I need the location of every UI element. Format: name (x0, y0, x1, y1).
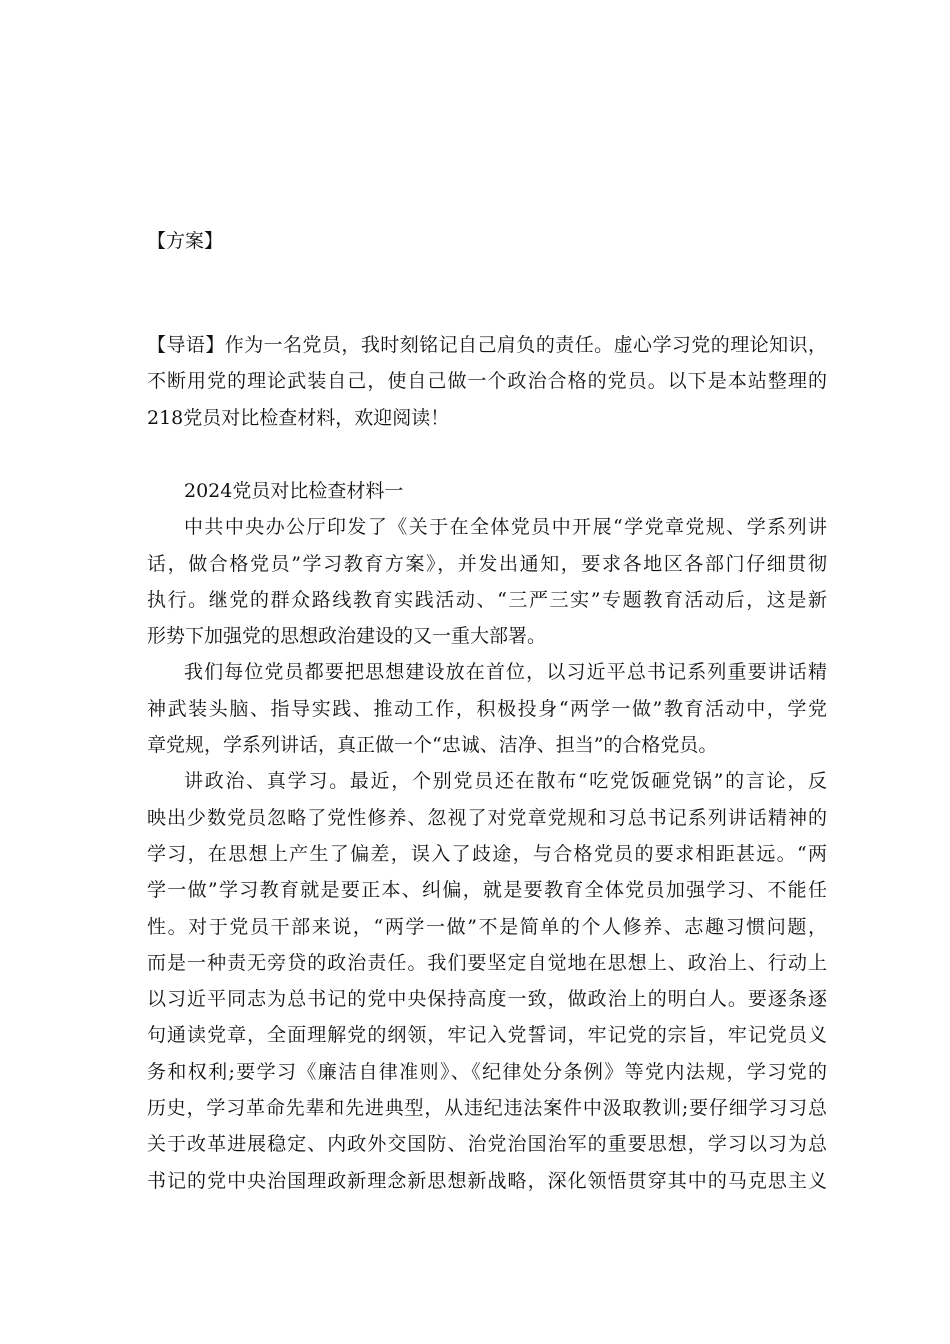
paragraph3-line: 而是一种责无旁贷的政治责任。我们要坚定自觉地在思想上、政治上、行动上 (147, 951, 827, 974)
paragraph1-line: 中共中央办公厅印发了《关于在全体党员中开展“学党章党规、学系列讲 (184, 516, 827, 539)
paragraph1-line: 形势下加强党的思想政治建设的又一重大部署。 (147, 625, 547, 648)
intro-paragraph (147, 327, 827, 436)
paragraph2-line: 章党规，学系列讲话，真正做一个“忠诚、洁净、担当”的合格党员。 (147, 734, 718, 757)
paragraph3-line: 关于改革进展稳定、内政外交国防、治党治国治军的重要思想，学习以习为总 (147, 1133, 827, 1156)
section-title: 2024党员对比检查材料一 (184, 480, 404, 502)
paragraph3-line: 历史，学习革命先辈和先进典型，从违纪违法案件中汲取教训;要仔细学习习总 (147, 1097, 827, 1120)
intro-line: 不断用党的理论武装自己，使自己做一个政治合格的党员。以下是本站整理的 (147, 370, 827, 393)
paragraph2-line: 神武装头脑、指导实践、推动工作，积极投身“两学一做”教育活动中，学党 (147, 697, 827, 720)
paragraph3-line: 讲政治、真学习。最近，个别党员还在散布“吃党饭砸党锅”的言论，反 (184, 770, 827, 793)
paragraph3-line: 映出少数党员忽略了党性修养、忽视了对党章党规和习总书记系列讲话精神的 (147, 806, 827, 829)
intro-line: 【导语】作为一名党员，我时刻铭记自己肩负的责任。虚心学习党的理论知识， (147, 334, 827, 356)
paragraph3-line: 性。对于党员干部来说，“两学一做”不是简单的个人修养、志趣习惯问题， (147, 915, 827, 938)
paragraph1-line: 话，做合格党员”学习教育方案》，并发出通知，要求各地区各部门仔细贯彻 (147, 552, 827, 575)
paragraph3-line: 务和权利;要学习《廉洁自律准则》、《纪律处分条例》等党内法规，学习党的 (147, 1060, 827, 1083)
paragraph3-line: 书记的党中央治国理政新理念新思想新战略，深化领悟贯穿其中的马克思主义 (147, 1169, 827, 1192)
paragraph3-line: 学习，在思想上产生了偏差，误入了歧途，与合格党员的要求相距甚远。“两 (147, 842, 827, 865)
paragraph3-line: 学一做”学习教育就是要正本、纠偏，就是要教育全体党员加强学习、不能任 (147, 879, 827, 902)
paragraph2-line: 我们每位党员都要把思想建设放在首位，以习近平总书记系列重要讲话精 (184, 661, 827, 684)
intro-line: 218党员对比检查材料，欢迎阅读！ (147, 406, 450, 429)
paragraph3-line: 句通读党章，全面理解党的纲领，牢记入党誓词，牢记党的宗旨，牢记党员义 (147, 1024, 827, 1047)
paragraph3-line: 以习近平同志为总书记的党中央保持高度一致，做政治上的明白人。要逐条逐 (147, 988, 827, 1011)
document-body (147, 473, 827, 1199)
document-heading: 【方案】 (147, 230, 224, 252)
paragraph1-line: 执行。继党的群众路线教育实践活动、“三严三实”专题教育活动后，这是新 (147, 588, 827, 611)
